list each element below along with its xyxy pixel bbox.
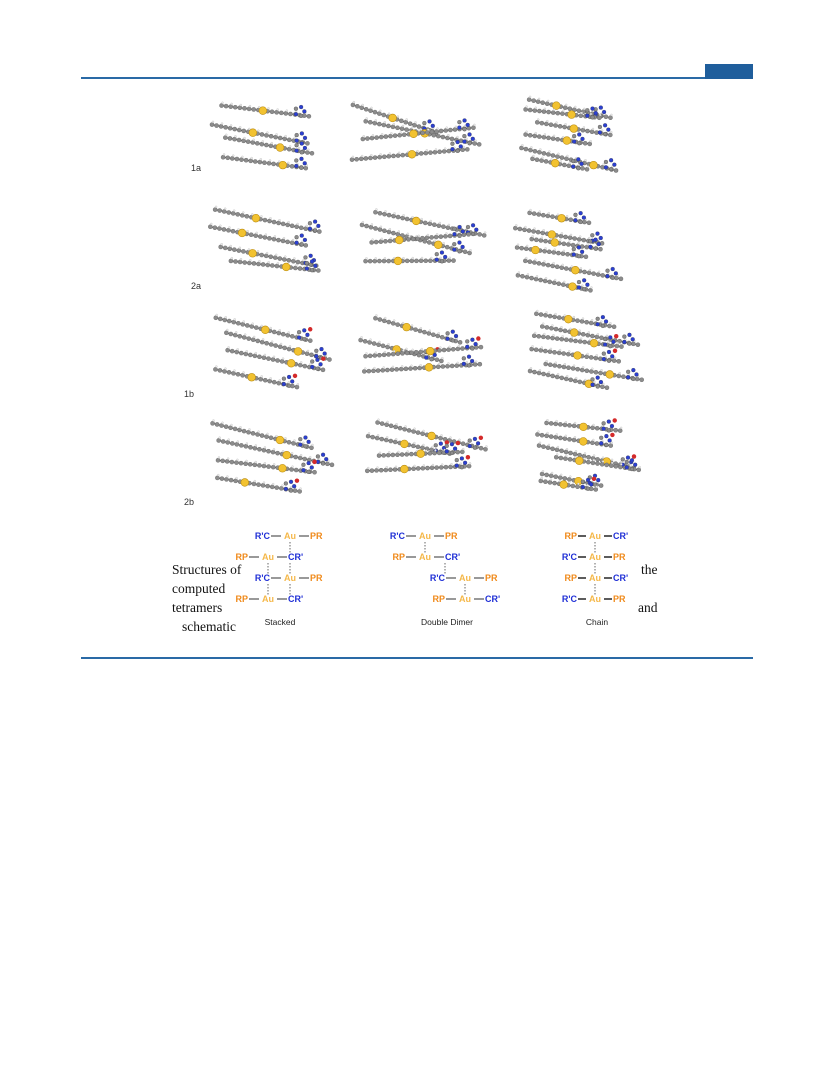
scheme-double-dimer [385, 525, 515, 615]
scheme-pr-text: PR [485, 573, 498, 583]
scheme-rc-text: R'C [389, 531, 405, 541]
scheme-pr-text: PR [613, 552, 626, 562]
scheme-au-text: Au [262, 594, 274, 604]
molecule-panel-1a-2 [345, 95, 485, 183]
scheme-cr-text: CR' [613, 573, 629, 583]
scheme-label-stacked: Stacked [264, 617, 296, 627]
caption-line: schematic [182, 619, 236, 634]
scheme-au-text: Au [589, 531, 601, 541]
scheme-cr-text: CR' [613, 531, 629, 541]
header-rule [81, 77, 753, 79]
scheme-au-text: Au [419, 531, 431, 541]
scheme-pr-text: PR [310, 573, 323, 583]
molecule-panel-2b-3 [530, 415, 670, 503]
scheme-rc-text: R'C [254, 573, 270, 583]
scheme-au-text: Au [284, 531, 296, 541]
scheme-pr-text: PR [310, 531, 323, 541]
caption-right-the: the [641, 562, 658, 577]
scheme-cr-text: CR' [288, 594, 304, 604]
molecule-panel-2a-3 [510, 205, 650, 293]
header-tab [705, 64, 753, 79]
scheme-label-chain: Chain [585, 617, 609, 627]
scheme-cr-text: CR' [445, 552, 461, 562]
scheme-au-text: Au [589, 573, 601, 583]
molecule-panel-2b-2 [355, 410, 495, 498]
caption-line: computed [172, 581, 226, 596]
scheme-rc-text: R'C [254, 531, 270, 541]
row-label-1b: 1b [184, 389, 195, 399]
scheme-rp-text: RP [392, 552, 405, 562]
scheme-au-text: Au [589, 594, 601, 604]
scheme-rp-text: RP [564, 531, 577, 541]
scheme-rc-text: R'C [561, 552, 577, 562]
molecule-panel-1b-2 [355, 310, 495, 398]
molecule-panel-2a-1 [205, 200, 345, 288]
scheme-pr-text: PR [445, 531, 458, 541]
molecule-panel-2b-1 [200, 415, 340, 503]
scheme-label-double-dimer: Double Dimer [421, 617, 473, 627]
scheme-rp-text: RP [235, 594, 248, 604]
scheme-au-text: Au [262, 552, 274, 562]
scheme-stacked [225, 525, 345, 615]
scheme-rp-text: RP [564, 573, 577, 583]
molecule-panel-1b-1 [200, 305, 340, 393]
scheme-au-text: Au [589, 552, 601, 562]
scheme-au-text: Au [459, 594, 471, 604]
row-label-2a: 2a [191, 281, 202, 291]
scheme-chain [545, 525, 655, 615]
scheme-cr-text: CR' [485, 594, 501, 604]
scheme-cr-text: CR' [288, 552, 304, 562]
molecule-panel-1a-1 [205, 95, 345, 183]
caption-line: Structures of [172, 562, 242, 577]
scheme-au-text: Au [459, 573, 471, 583]
footer-rule [81, 657, 753, 659]
scheme-rc-text: R'C [429, 573, 445, 583]
molecule-panel-1a-3 [510, 90, 650, 178]
caption-right-and: and [638, 600, 658, 615]
scheme-rc-text: R'C [561, 594, 577, 604]
row-label-1a: 1a [191, 163, 202, 173]
molecule-panel-1b-3 [520, 305, 660, 393]
scheme-rp-text: RP [432, 594, 445, 604]
scheme-au-text: Au [419, 552, 431, 562]
scheme-au-text: Au [284, 573, 296, 583]
scheme-pr-text: PR [613, 594, 626, 604]
caption-line: tetramers [172, 600, 223, 615]
molecule-panel-2a-2 [355, 200, 495, 288]
row-label-2b: 2b [184, 497, 195, 507]
scheme-rp-text: RP [235, 552, 248, 562]
